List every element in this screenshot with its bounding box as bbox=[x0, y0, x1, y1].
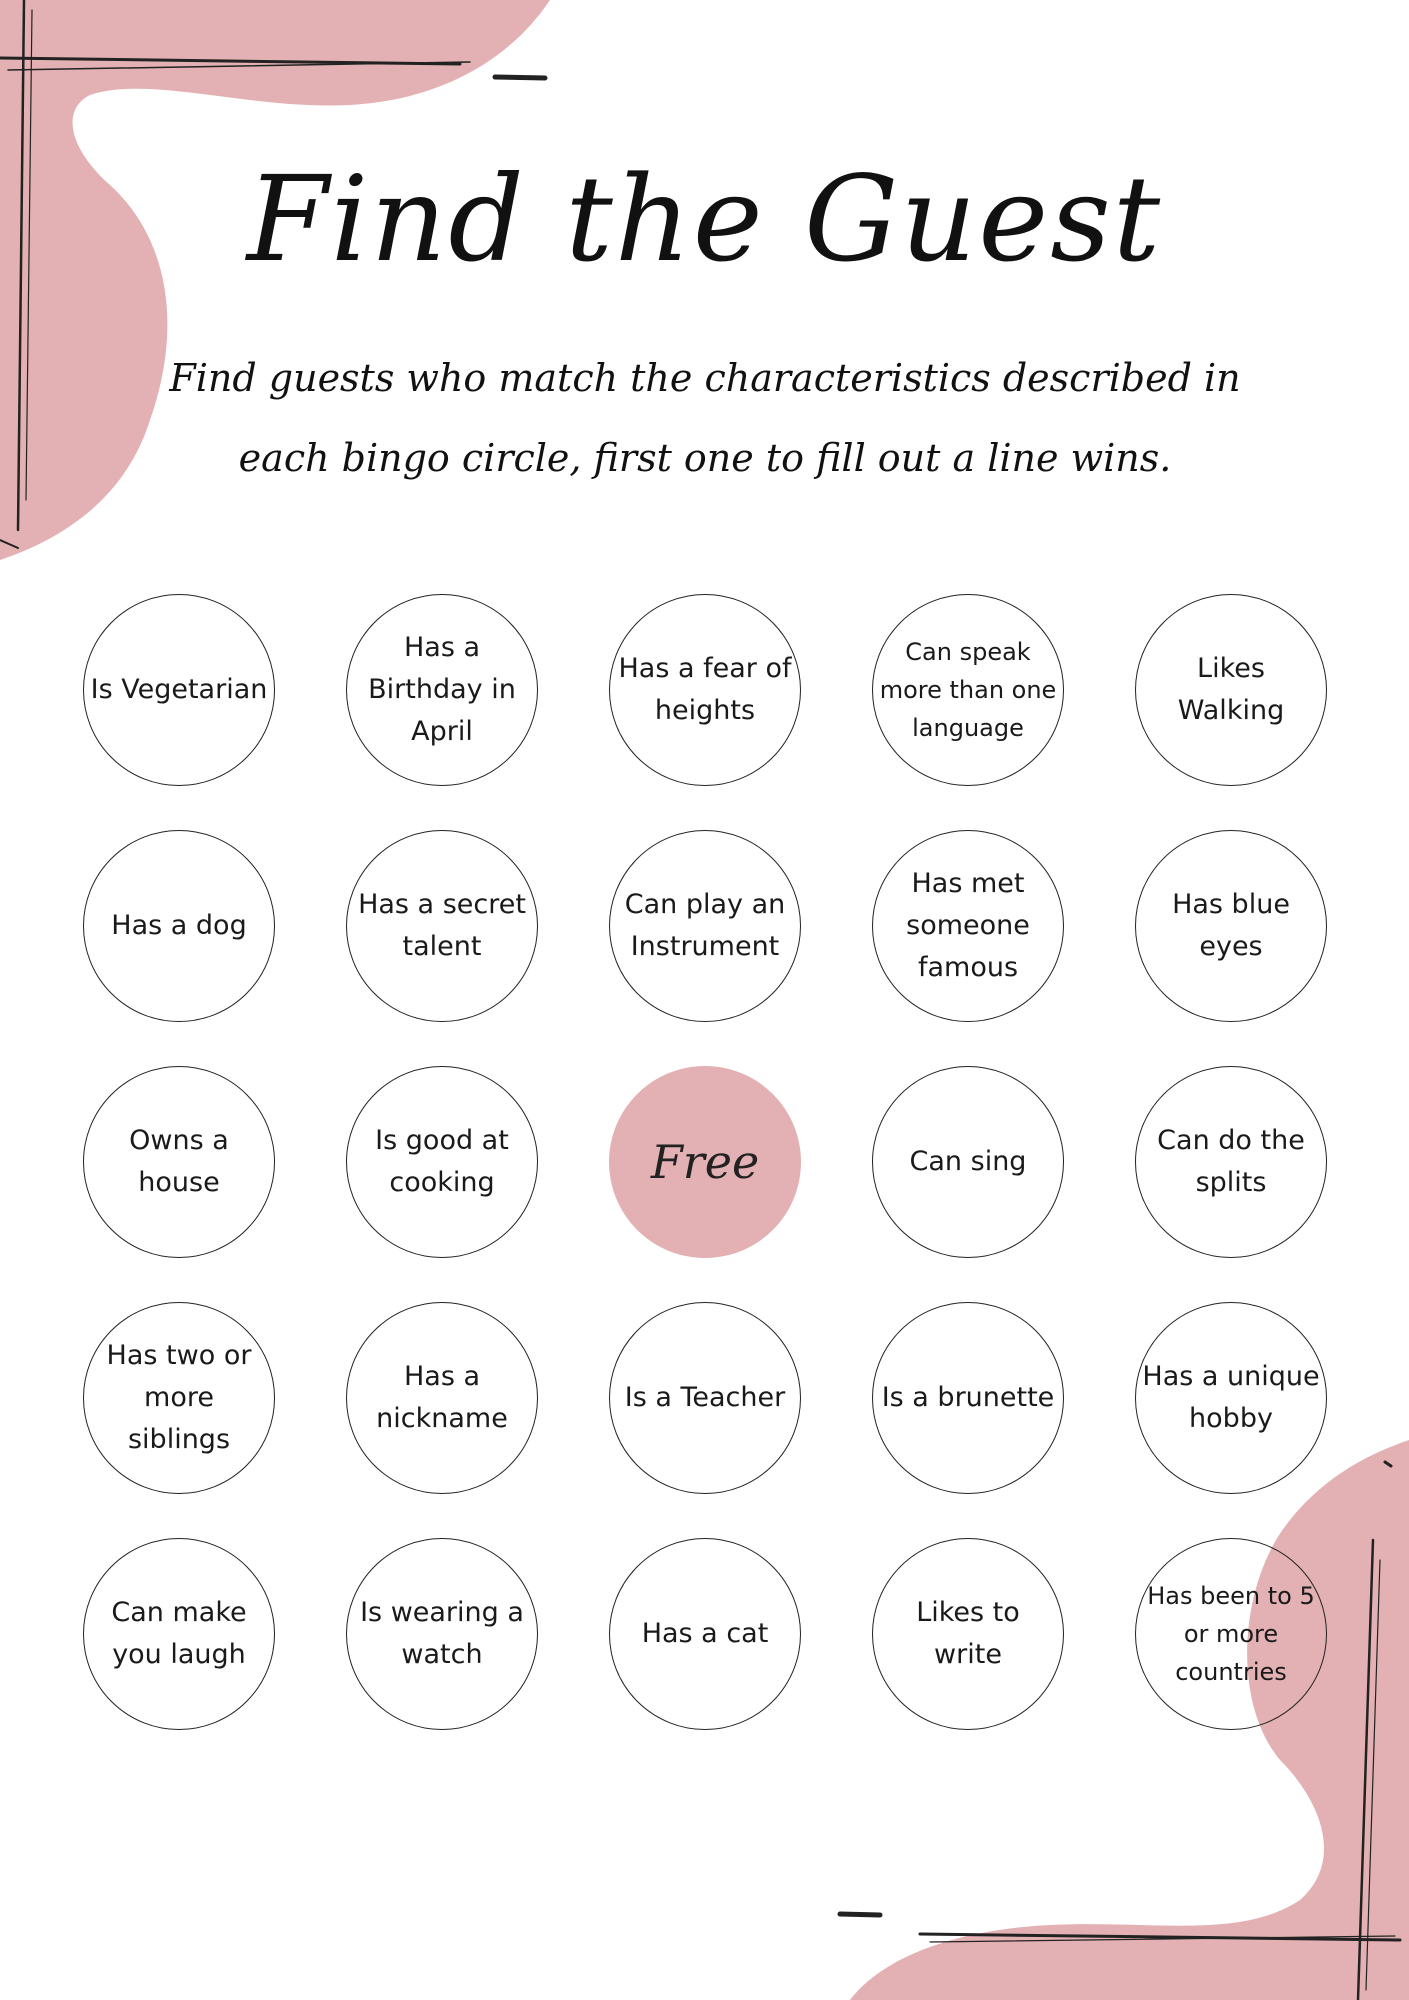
bingo-cell-label: Is Vegetarian bbox=[90, 674, 268, 705]
bingo-cell-label: Has a Birthday in April bbox=[368, 632, 516, 747]
bingo-cell-label: Has met someone famous bbox=[906, 868, 1030, 983]
bingo-cell[interactable] bbox=[346, 1302, 538, 1494]
bingo-cell[interactable] bbox=[872, 1066, 1064, 1258]
bingo-cell-label: Can sing bbox=[909, 1146, 1027, 1177]
bingo-cell-label: Has a fear of heights bbox=[618, 653, 792, 726]
bingo-cell-label: Owns a house bbox=[129, 1125, 229, 1198]
bingo-cell-label: Has a dog bbox=[111, 910, 247, 941]
bingo-cell-label: Can do the splits bbox=[1157, 1125, 1305, 1198]
bingo-grid bbox=[83, 594, 1333, 1730]
bingo-cell-label: Has blue eyes bbox=[1172, 889, 1290, 962]
instructions-line-1: Find guests who match the characteristics described in bbox=[169, 356, 1241, 400]
bingo-cell-label: Has a secret talent bbox=[358, 889, 526, 962]
bingo-cell-label: Can play an Instrument bbox=[624, 889, 786, 962]
bingo-cell-label: Can speak more than one language bbox=[879, 638, 1057, 742]
bingo-cell[interactable] bbox=[872, 1302, 1064, 1494]
bingo-cell-label: Likes Walking bbox=[1177, 653, 1285, 726]
bingo-cell[interactable] bbox=[83, 1538, 275, 1730]
bingo-cell[interactable] bbox=[609, 830, 801, 1022]
bingo-cell-label: Has a cat bbox=[641, 1618, 769, 1649]
bingo-cell[interactable] bbox=[1135, 1538, 1327, 1730]
bingo-cell-label: Is good at cooking bbox=[375, 1125, 509, 1198]
bingo-cell-label: Has a unique hobby bbox=[1142, 1361, 1320, 1434]
bingo-cell-label: Likes to write bbox=[916, 1597, 1020, 1670]
bingo-cell[interactable] bbox=[83, 1302, 275, 1494]
bingo-cell[interactable] bbox=[346, 594, 538, 786]
bingo-cell[interactable] bbox=[872, 594, 1064, 786]
bingo-cell[interactable] bbox=[1135, 1302, 1327, 1494]
bingo-cell-label: Has been to 5 or more countries bbox=[1147, 1582, 1315, 1686]
bingo-cell-label: Has a nickname bbox=[376, 1361, 508, 1434]
bingo-cell[interactable] bbox=[346, 1066, 538, 1258]
bingo-cell[interactable] bbox=[83, 830, 275, 1022]
bingo-cell[interactable] bbox=[872, 830, 1064, 1022]
bingo-cell[interactable] bbox=[1135, 830, 1327, 1022]
bingo-cell[interactable] bbox=[609, 1538, 801, 1730]
bingo-cell-label: Is a Teacher bbox=[624, 1382, 786, 1413]
bingo-cell[interactable] bbox=[1135, 1066, 1327, 1258]
bingo-cell-label: Is a brunette bbox=[881, 1382, 1055, 1413]
bingo-cell[interactable] bbox=[83, 594, 275, 786]
bingo-cell[interactable] bbox=[609, 594, 801, 786]
bingo-cell[interactable] bbox=[1135, 594, 1327, 786]
bingo-cell[interactable] bbox=[872, 1538, 1064, 1730]
bingo-cell[interactable] bbox=[609, 1302, 801, 1494]
page-title: Find the Guest bbox=[246, 150, 1163, 288]
instructions bbox=[150, 338, 1260, 498]
bingo-cell[interactable] bbox=[346, 830, 538, 1022]
free-space-cell[interactable] bbox=[609, 1066, 801, 1258]
free-space-label: Free bbox=[650, 1135, 760, 1189]
bingo-cell-label: Has two or more siblings bbox=[106, 1340, 252, 1455]
bingo-cell[interactable] bbox=[83, 1066, 275, 1258]
instructions-line-2: each bingo circle, first one to fill out a line wins. bbox=[238, 436, 1172, 480]
bingo-cell-label: Is wearing a watch bbox=[360, 1597, 524, 1670]
bingo-cell-label: Can make you laugh bbox=[111, 1597, 247, 1670]
bingo-cell[interactable] bbox=[346, 1538, 538, 1730]
